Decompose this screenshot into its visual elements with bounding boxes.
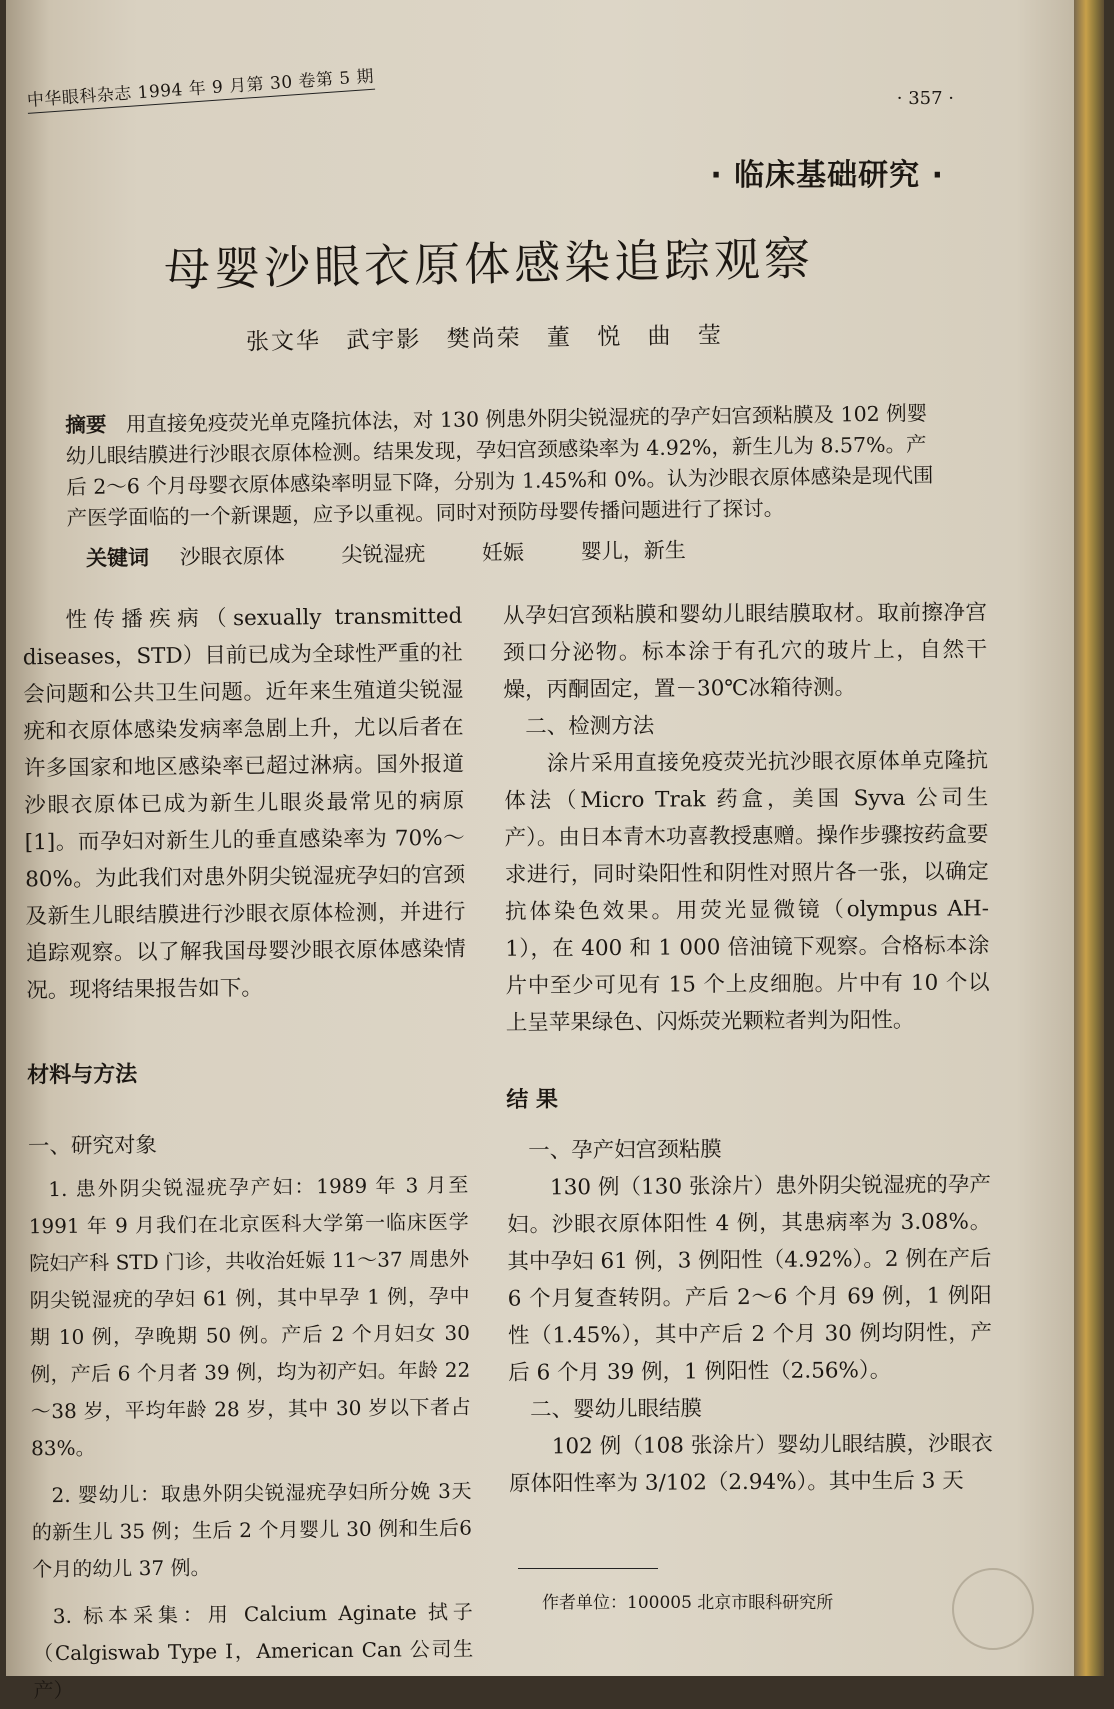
intro-paragraph: 性传播疾病（sexually transmitted diseases，STD）目前已成为全球性严重的社会问题和公共卫生问题。近年来生殖道尖锐湿疣和衣原体感染发病率急剧上升，尤以后者在许多国家和地区感染率已超过淋病。国外报道沙眼衣原体已成为新生儿眼炎最常见的病原[1]。而孕妇对新生儿的垂直感染率为 70%～80%。为此我们对患外阴尖锐湿疣孕妇的宫颈及新生儿眼结膜进行沙眼衣原体检测，并进行追踪观察。以了解我国母婴沙眼衣原体感染情况。现将结果报告如下。 xyxy=(22,603,467,1004)
keyword: 婴儿，新生 xyxy=(580,538,686,564)
keyword: 尖锐湿疣 xyxy=(341,541,426,567)
footnote: 作者单位：100005 北京市眼科研究所 xyxy=(542,1593,834,1613)
infant-heading: 二、婴幼儿眼结膜 xyxy=(529,1396,703,1423)
book-spine xyxy=(1074,0,1104,1676)
journal-header: 中华眼科杂志 1994 年 9 月第 30 卷第 5 期 xyxy=(26,62,375,114)
subjects-paragraph-2: 2. 婴幼儿：取患外阴尖锐湿疣孕妇所分娩 3天的新生儿 35 例；生后 2 个月婴儿 30 例和生后6个月的幼儿 37 例。 xyxy=(31,1478,473,1582)
abstract xyxy=(65,398,947,534)
results-heading: 结 果 xyxy=(506,1087,559,1113)
keyword: 沙眼衣原体 xyxy=(179,543,285,570)
methods-heading: 材料与方法 xyxy=(27,1062,138,1089)
watermark-stamp xyxy=(952,1568,1034,1650)
footnote-rule xyxy=(518,1568,658,1569)
keywords xyxy=(86,533,736,572)
infant-paragraph: 102 例（108 张涂片）婴幼儿眼结膜，沙眼衣原体阳性率为 3/102（2.94%）。其中生后 3 天 xyxy=(508,1431,993,1497)
right-column xyxy=(503,594,993,1502)
cervix-heading: 一、孕产妇宫颈粘膜 xyxy=(528,1137,722,1164)
page-number: · 357 · xyxy=(896,88,954,109)
cervix-paragraph: 130 例（130 张涂片）患外阴尖锐湿疣的孕产妇。沙眼衣原体阳性 4 例，其患病率为 3.08%。其中孕妇 61 例，3 例阳性（4.92%）。2 例在产后 6 个月复查转阴。产后 2～6 个月 69 例，1 例阳性（1.45%），其中产后 2 个月 30 例均阴性，产后 6 个月 39 例，1 例阳性（2.56%）。 xyxy=(507,1172,993,1386)
abstract-label: 摘要 xyxy=(65,412,107,438)
article-authors: 张文华 武宇影 樊尚荣 董 悦 曲 莹 xyxy=(245,322,724,356)
detect-paragraph: 涂片采用直接免疫荧光抗沙眼衣原体单克隆抗体法（Micro Trak 药盒，美国 Syva 公司生产）。由日本青木功喜教授惠赠。操作步骤按药盒要求进行，同时染阳性和阴性对照片各一张，以确定抗体染色效果。用荧光显微镜（olympus AH-1），在 400 和 1 000 倍油镜下观察。合格标本涂片中至少可见有 15 个上皮细胞。片中有 10 个以上呈苹果绿色、闪烁荧光颗粒者判为阳性。 xyxy=(504,748,990,1036)
subjects-paragraph-3: 3. 标本采集：用 Calcium Aginate 拭子（Calgiswab Type I，American Can 公司生产） xyxy=(33,1599,474,1703)
subjects-heading: 一、研究对象 xyxy=(27,1132,158,1160)
subjects-paragraph-1: 1. 患外阴尖锐湿疣孕产妇：1989 年 3 月至 1991 年 9 月我们在北京医科大学第一临床医学院妇产科 STD 门诊，共收治妊娠 11～37 周患外阴尖锐湿疣的孕妇 61 例，其中早孕 1 例，孕中期 10 例，孕晚期 50 例。产后 2 个月妇女 30 例，产后 6 个月者 39 例，均为初产妇。年龄 22～38 岁，平均年龄 28 岁，其中 30 岁以下者占83%。 xyxy=(28,1172,471,1461)
left-column xyxy=(22,598,474,1709)
keywords-label: 关键词 xyxy=(85,545,150,571)
sampling-paragraph-cont: 从孕妇宫颈粘膜和婴幼儿眼结膜取材。取前擦净宫颈口分泌物。标本涂于有孔穴的玻片上，自然干燥，丙酮固定，置－30℃冰箱待测。 xyxy=(502,600,988,703)
article-title: 母婴沙眼衣原体感染追踪观察 xyxy=(163,231,815,297)
journal-page xyxy=(6,0,1104,1703)
abstract-text: 用直接免疫荧光单克隆抗体法，对 130 例患外阴尖锐湿疣的孕产妇宫颈粘膜及 102 例婴幼儿眼结膜进行沙眼衣原体检测。结果发现，孕妇宫颈感染率为 4.92%，新生儿为 8.57%。产后 2～6 个月母婴衣原体感染率明显下降，分别为 1.45%和 0%。认为沙眼衣原体感染是现代围产医学面临的一个新课题，应予以重视。同时对预防母婴传播问题进行了探讨。 xyxy=(65,401,934,531)
keyword: 妊娠 xyxy=(481,540,525,566)
detect-heading: 二、检测方法 xyxy=(525,713,655,740)
section-label: · 临床基础研究 · xyxy=(710,158,944,193)
